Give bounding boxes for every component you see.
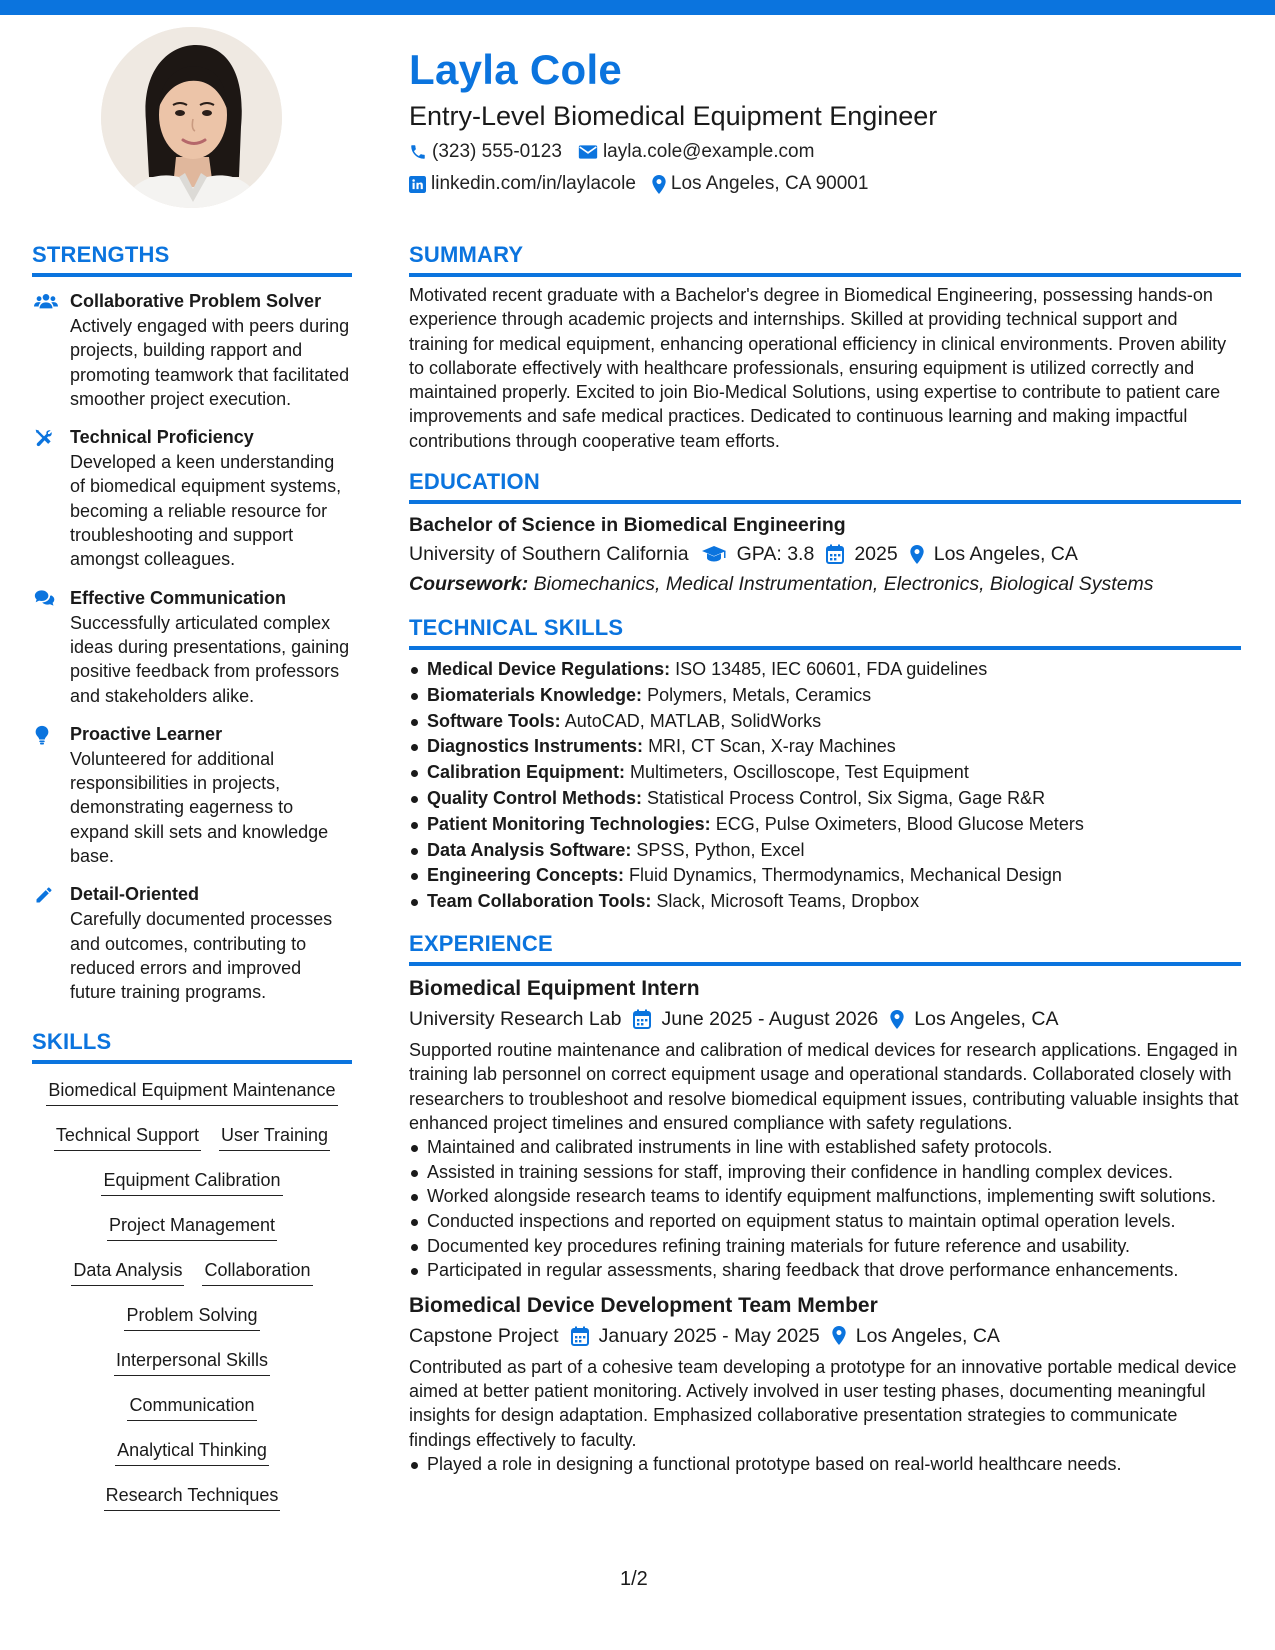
skill-label: Data Analysis Software: [427, 839, 632, 860]
strengths-list [32, 289, 352, 1005]
skill-label: Quality Control Methods: [427, 788, 642, 809]
contact-row-2 [409, 168, 1239, 200]
left-column [32, 240, 352, 1524]
location-text: Los Angeles, CA [933, 543, 1078, 566]
skill-tag: Interpersonal Skills [114, 1344, 270, 1376]
skill-label: Medical Device Regulations: [427, 659, 671, 680]
calendar-icon [633, 1009, 651, 1029]
list-item [409, 734, 1241, 760]
education-meta [409, 539, 1241, 569]
strength-item [32, 882, 352, 1004]
list-item [409, 709, 1241, 735]
strength-desc: Developed a keen understanding of biomedical equipment systems, becoming a reliable resource for troubleshooting and support amongst colleagues. [70, 452, 342, 570]
org-text: University Research Lab [409, 1008, 622, 1031]
candidate-role: Entry-Level Biomedical Equipment Engineer [409, 101, 938, 131]
list-item: Assisted in training sessions for staff, improving their confidence in handling complex devices. [409, 1160, 1241, 1185]
strengths-title: STRENGTHS [32, 242, 170, 267]
comments-icon [32, 586, 70, 708]
calendar-icon [571, 1326, 589, 1346]
skill-value: MRI, CT Scan, X-ray Machines [648, 736, 896, 757]
year-text: 2025 [854, 543, 898, 566]
skill-tag: Technical Support [54, 1119, 201, 1151]
list-item [409, 889, 1241, 915]
technical-skills-title: TECHNICAL SKILLS [409, 615, 624, 641]
job-summary: Supported routine maintenance and calibration of medical devices for research applications. Engaged in training lab personnel on correct equipment usage and operational standards. Collaborated closely with researchers to troubleshoot and resolve biomedical equipment issues, contributing valuable insights that enhanced project timelines and ensured compliance with safety regulations. [409, 1040, 1239, 1133]
job-dates [633, 1004, 878, 1034]
phone-icon [409, 143, 427, 161]
skill-tag: Analytical Thinking [115, 1434, 269, 1466]
gpa-text: GPA: 3.8 [736, 543, 815, 566]
job-entry [409, 974, 1241, 1283]
strength-item [32, 722, 352, 868]
map-pin-icon [910, 545, 924, 564]
location-text: Los Angeles, CA 90001 [670, 173, 869, 194]
strength-title: Effective Communication [70, 587, 287, 608]
summary-rule [409, 273, 1241, 277]
job-location [832, 1321, 1000, 1351]
lightbulb-icon [32, 722, 70, 868]
skill-label: Software Tools: [427, 710, 561, 731]
skill-label: Calibration Equipment: [427, 762, 625, 783]
map-pin-icon [890, 1010, 904, 1029]
skill-row [32, 1479, 352, 1524]
dates-text: June 2025 - August 2026 [661, 1008, 879, 1031]
skill-row [32, 1344, 352, 1389]
experience-rule [409, 962, 1241, 966]
skill-value: SPSS, Python, Excel [636, 839, 805, 860]
strength-desc: Successfully articulated complex ideas during presentations, gaining positive feedback from professors and stakeholders alike. [70, 612, 350, 706]
skill-row [32, 1299, 352, 1344]
coursework [409, 569, 1241, 599]
profile-photo [101, 27, 282, 208]
strength-title: Technical Proficiency [70, 427, 254, 448]
school-text: University of Southern California [409, 543, 689, 566]
page-number: 1/2 [620, 1568, 648, 1590]
skill-label: Patient Monitoring Technologies: [427, 813, 711, 834]
strength-title: Detail-Oriented [70, 884, 200, 905]
strength-title: Collaborative Problem Solver [70, 291, 322, 311]
strength-desc: Carefully documented processes and outcomes, contributing to reduced errors and improved future training programs. [70, 909, 333, 1003]
list-item [409, 760, 1241, 786]
list-item [409, 657, 1241, 683]
job-bullets [409, 1135, 1241, 1283]
technical-skills-list [409, 657, 1241, 915]
education-location [910, 539, 1078, 569]
job-bullets [409, 1452, 1241, 1477]
skills-list [32, 1074, 352, 1524]
job-org [409, 1321, 559, 1351]
skills-rule [32, 1060, 352, 1064]
skill-tag: Data Analysis [71, 1254, 184, 1286]
list-item [409, 786, 1241, 812]
skills-title: SKILLS [32, 1028, 112, 1054]
right-column [409, 240, 1241, 1477]
list-item [409, 838, 1241, 864]
skill-row [32, 1209, 352, 1254]
pencil-icon [32, 882, 70, 1004]
job-title: Biomedical Device Development Team Member [409, 1293, 878, 1317]
location-contact [652, 173, 869, 195]
graduation-cap-icon [701, 545, 727, 563]
summary-text: Motivated recent graduate with a Bachelor's degree in Biomedical Engineering, possessing hands-on experience through academic projects and internships. Skilled at providing technical support and training for medical equipment, enhancing operational efficiency in clinical environments. Proven ability to collaborate effectively with healthcare professionals, ensuring equipment is utilized correctly and maintained properly. Excited to join Bio-Medical Solutions, using expertise to contribute to patient care improvements and safe medical practices. Dedicated to continuous learning and making impactful contributions through cooperative team efforts. [409, 285, 1227, 451]
skill-tag: Biomedical Equipment Maintenance [46, 1074, 337, 1106]
degree-title: Bachelor of Science in Biomedical Engineering [409, 514, 846, 537]
skill-row [32, 1074, 352, 1119]
education-rule [409, 500, 1241, 504]
job-entry [409, 1291, 1241, 1477]
skill-label: Team Collaboration Tools: [427, 891, 652, 912]
experience-title: EXPERIENCE [409, 931, 553, 957]
users-icon [32, 289, 70, 411]
skill-label: Engineering Concepts: [427, 865, 625, 886]
linkedin-icon [409, 176, 426, 193]
top-accent-bar [0, 0, 1275, 15]
list-item: Participated in regular assessments, sharing feedback that drove performance enhancements. [409, 1258, 1241, 1283]
skill-tag: Equipment Calibration [101, 1164, 282, 1196]
skill-value: Polymers, Metals, Ceramics [647, 684, 872, 705]
skill-tag: Problem Solving [124, 1299, 259, 1331]
skill-value: Statistical Process Control, Six Sigma, Gage R&R [647, 788, 1046, 809]
job-title: Biomedical Equipment Intern [409, 977, 700, 1001]
phone-contact[interactable] [409, 141, 562, 163]
skill-tag: Collaboration [202, 1254, 312, 1286]
skill-tag: Communication [127, 1389, 256, 1421]
job-dates [571, 1321, 820, 1351]
skill-value: Fluid Dynamics, Thermodynamics, Mechanical Design [629, 865, 1062, 886]
location-text: Los Angeles, CA [914, 1008, 1059, 1031]
list-item: Conducted inspections and reported on equipment status to maintain optimal operation levels. [409, 1209, 1241, 1234]
coursework-text: Biomechanics, Medical Instrumentation, Electronics, Biological Systems [533, 573, 1154, 596]
job-location [890, 1004, 1058, 1034]
skill-row [32, 1119, 352, 1164]
list-item: Maintained and calibrated instruments in line with established safety protocols. [409, 1135, 1241, 1160]
strengths-rule [32, 273, 352, 277]
skill-label: Biomaterials Knowledge: [427, 684, 643, 705]
technical-skills-rule [409, 646, 1241, 650]
list-item: Worked alongside research teams to identify equipment malfunctions, implementing swift solutions. [409, 1184, 1241, 1209]
envelope-icon [578, 144, 598, 160]
strength-desc: Volunteered for additional responsibilities in projects, demonstrating eagerness to expand skill sets and knowledge base. [70, 748, 329, 867]
skill-value: Multimeters, Oscilloscope, Test Equipment [630, 762, 969, 783]
list-item: Played a role in designing a functional prototype based on real-world healthcare needs. [409, 1452, 1241, 1477]
map-pin-icon [652, 175, 666, 194]
location-text: Los Angeles, CA [855, 1324, 1000, 1347]
org-text: Capstone Project [409, 1324, 559, 1347]
skill-tag: User Training [219, 1119, 330, 1151]
list-item [409, 683, 1241, 709]
list-item: Documented key procedures refining training materials for future reference and usability. [409, 1234, 1241, 1259]
contact-row-1 [409, 136, 1239, 168]
list-item [409, 812, 1241, 838]
job-org [409, 1004, 621, 1034]
gpa [701, 539, 815, 569]
strength-item [32, 289, 352, 411]
skill-row [32, 1164, 352, 1209]
map-pin-icon [832, 1326, 846, 1345]
skill-value: AutoCAD, MATLAB, SolidWorks [564, 710, 822, 731]
strength-title: Proactive Learner [70, 723, 223, 744]
strength-desc: Actively engaged with peers during projects, building rapport and promoting teamwork that facilitated smoother project execution. [70, 316, 350, 409]
linkedin-contact[interactable] [409, 173, 636, 195]
job-meta [409, 1321, 1241, 1351]
resume-header [409, 42, 1239, 200]
skill-tag: Project Management [107, 1209, 277, 1241]
calendar-icon [826, 544, 844, 564]
skill-row [32, 1389, 352, 1434]
skill-value: ISO 13485, IEC 60601, FDA guidelines [675, 659, 988, 680]
linkedin-text: linkedin.com/in/laylacole [431, 173, 636, 194]
list-item [409, 863, 1241, 889]
education-title: EDUCATION [409, 469, 540, 495]
skill-row [32, 1434, 352, 1479]
summary-title: SUMMARY [409, 242, 524, 267]
strength-item [32, 586, 352, 708]
candidate-name: Layla Cole [409, 46, 623, 93]
coursework-label: Coursework: [409, 573, 529, 596]
phone-text: (323) 555-0123 [432, 141, 562, 162]
email-text: layla.cole@example.com [602, 141, 815, 162]
skill-label: Diagnostics Instruments: [427, 736, 644, 757]
skill-value: ECG, Pulse Oximeters, Blood Glucose Meters [715, 813, 1084, 834]
skill-row [32, 1254, 352, 1299]
skill-tag: Research Techniques [104, 1479, 281, 1511]
job-summary: Contributed as part of a cohesive team developing a prototype for an innovative portable medical device aimed at better patient monitoring. Actively involved in user testing phases, documenting meaningful insights for design adaptation. Emphasized collaborative presentation strategies to communicate findings effectively to faculty. [409, 1356, 1237, 1450]
dates-text: January 2025 - May 2025 [598, 1324, 820, 1347]
skill-value: Slack, Microsoft Teams, Dropbox [656, 891, 920, 912]
job-meta [409, 1004, 1241, 1034]
strength-item [32, 425, 352, 571]
graduation-year [826, 539, 897, 569]
school-name [409, 539, 689, 569]
email-contact[interactable] [578, 141, 815, 163]
tools-icon [32, 425, 70, 571]
